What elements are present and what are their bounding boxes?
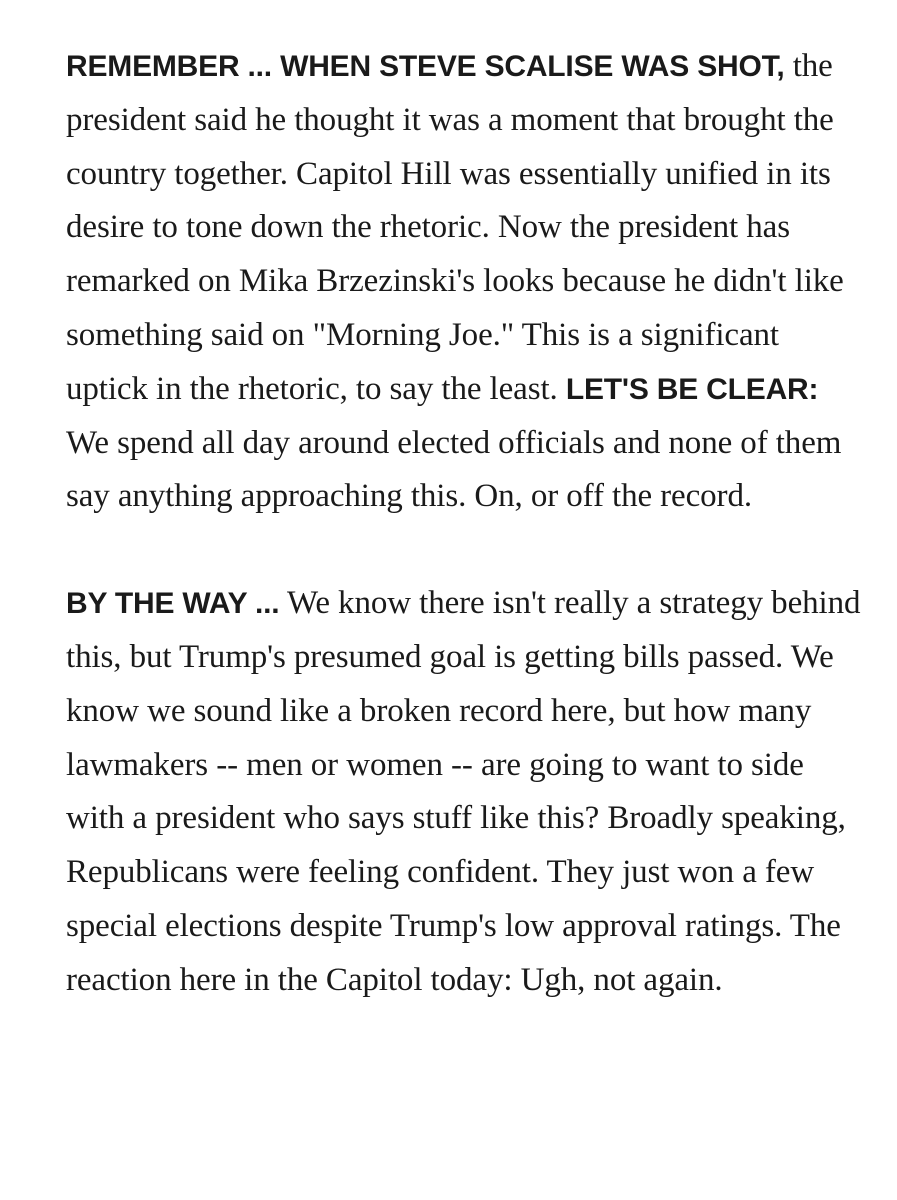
article-body [66,40,866,1008]
paragraph-scalise [66,40,866,524]
paragraph-by-the-way [66,577,866,1007]
lead-in-remember: REMEMBER ... WHEN STEVE SCALISE WAS SHOT, [66,50,785,83]
body-text: the president said he thought it was a moment that brought the country together. Capitol Hill was essentially unified in its desire to tone down the rhetoric. Now the president has remarked on Mika Brzezinski's looks because he didn't like something said on "Morning Joe." This is a significant uptick in the rhetoric, to say the least. [66,48,844,407]
lead-in-lets-be-clear: LET'S BE CLEAR: [565,372,819,406]
body-text: We know there isn't really a strategy behind this, but Trump's presumed goal is getting bills passed. We know we sound like a broken record here, but how many lawmakers -- men or women -- are going to want to side with a president who says stuff like this? Broadly speaking, Republicans were feeling confident. They just won a few special elections despite Trump's low approval ratings. The reaction here in the Capitol today: Ugh, not again. [66,585,861,998]
lead-in-by-the-way: BY THE WAY ... [66,587,280,621]
body-text: We spend all day around elected officials and none of them say anything approaching this. On, or off the record. [66,424,842,515]
